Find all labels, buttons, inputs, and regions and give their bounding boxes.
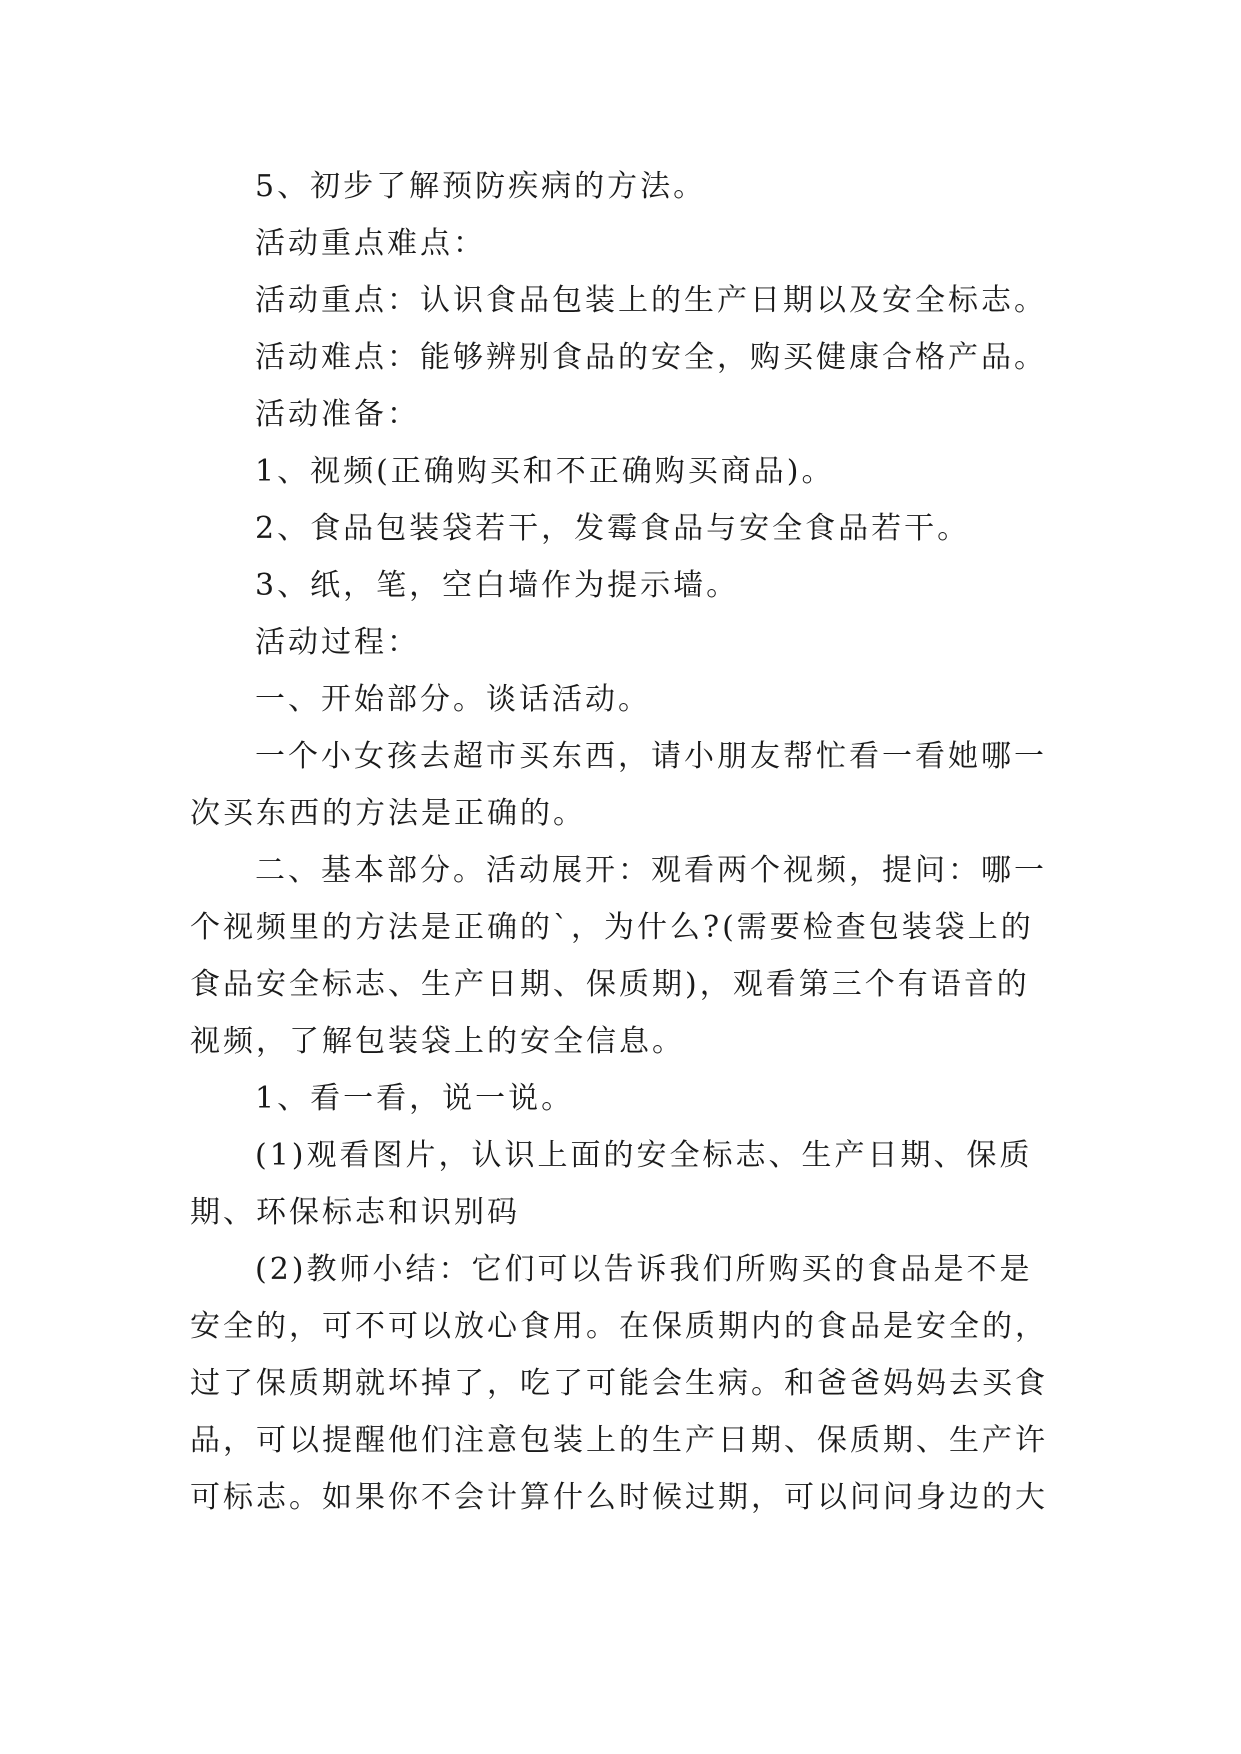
text-line: (2)教师小结：它们可以告诉我们所购买的食品是不是 (255, 1252, 1033, 1287)
text-line: 活动难点：能够辨别食品的安全，购买健康合格产品。 (255, 340, 1047, 375)
text-line: 个视频里的方法是正确的`，为什么?(需要检查包装袋上的 (190, 910, 1034, 945)
text-line: 1、看一看，说一说。 (255, 1081, 575, 1116)
text-line: 一个小女孩去超市买东西，请小朋友帮忙看一看她哪一 (255, 739, 1047, 774)
text-line: 3、纸，笔，空白墙作为提示墙。 (255, 568, 740, 603)
text-line: 期、环保标志和识别码 (190, 1195, 520, 1230)
text-line: 活动准备： (255, 397, 420, 432)
text-line: 1、视频(正确购买和不正确购买商品)。 (255, 454, 835, 489)
text-line: (1)观看图片，认识上面的安全标志、生产日期、保质 (255, 1138, 1033, 1173)
text-line: 一、开始部分。谈话活动。 (255, 682, 651, 717)
text-line: 过了保质期就坏掉了，吃了可能会生病。和爸爸妈妈去买食 (190, 1366, 1048, 1401)
text-line: 5、初步了解预防疾病的方法。 (255, 169, 707, 204)
text-line: 活动重点难点： (255, 226, 486, 261)
text-line: 可标志。如果你不会计算什么时候过期，可以问问身边的大 (190, 1480, 1048, 1515)
text-line: 食品安全标志、生产日期、保质期)，观看第三个有语音的 (190, 967, 1030, 1002)
text-line: 次买东西的方法是正确的。 (190, 796, 586, 831)
text-line: 安全的，可不可以放心食用。在保质期内的食品是安全的， (190, 1309, 1048, 1344)
text-line: 品，可以提醒他们注意包装上的生产日期、保质期、生产许 (190, 1423, 1048, 1458)
text-line: 活动过程： (255, 625, 420, 660)
text-line: 视频，了解包装袋上的安全信息。 (190, 1024, 685, 1059)
text-line: 2、食品包装袋若干，发霉食品与安全食品若干。 (255, 511, 971, 546)
text-line: 二、基本部分。活动展开：观看两个视频，提问：哪一 (255, 853, 1047, 888)
text-line: 活动重点：认识食品包装上的生产日期以及安全标志。 (255, 283, 1047, 318)
